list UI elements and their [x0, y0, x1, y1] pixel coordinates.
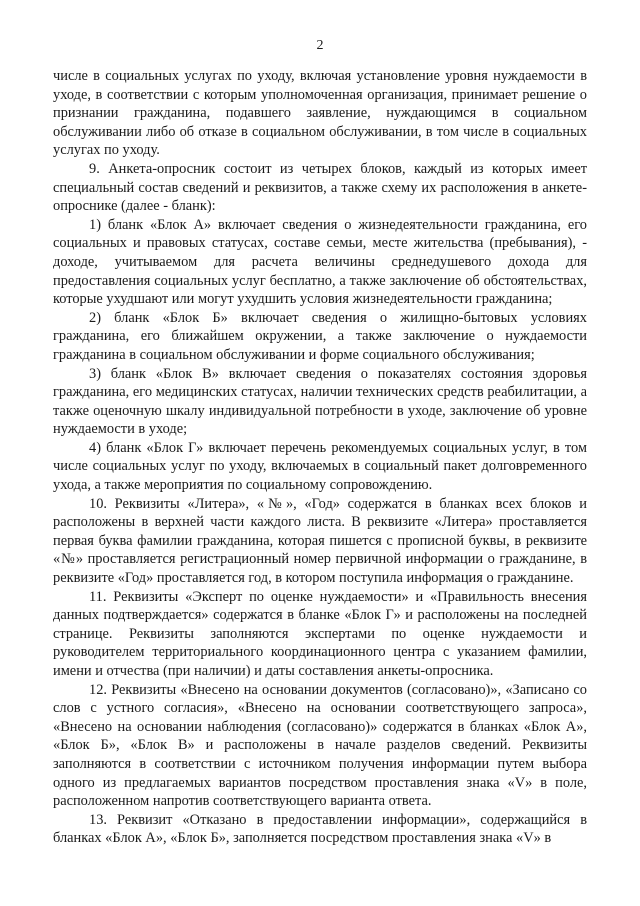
paragraph-item-9-3: 3) бланк «Блок В» включает сведения о показателях состояния здоровья гражданина, его медицинских статусах, наличии технических средств реабилитации, а также оценочную шкалу индивидуальной потребности в уходе, заключение об уровне нуждаемости в уходе; — [53, 365, 587, 438]
paragraph-item-12: 12. Реквизиты «Внесено на основании документов (согласовано)», «Записано со слов с устного согласия», «Внесено на основании соответствующего запроса», «Внесено на основании наблюдения (согласовано)» содержатся в бланках «Блок А», «Блок Б», «Блок В» и расположены в начале разделов сведений. Реквизиты заполняются в соответствии с источником получения информации путем выбора одного из предлагаемых вариантов посредством проставления знака «V» в поле, расположенном напротив соответствующего варианта ответа. — [53, 681, 587, 810]
paragraph-item-11: 11. Реквизиты «Эксперт по оценке нуждаемости» и «Правильность внесения данных подтверждается» содержатся в бланке «Блок Г» и расположены на последней странице. Реквизиты заполняются экспертами по оценке нуждаемости и руководителем территориального координационного центра с указанием фамилии, имени и отчества (при наличии) и даты составления анкеты-опросника. — [53, 588, 587, 679]
paragraph-item-9-2: 2) бланк «Блок Б» включает сведения о жилищно-бытовых условиях гражданина, его ближайшем окружении, а также заключение о нуждаемости гражданина в социальном обслуживании и форме социального обслуживания; — [53, 309, 587, 363]
paragraph-item-9-1: 1) бланк «Блок А» включает сведения о жизнедеятельности гражданина, его социальных и правовых статусах, составе семьи, месте жительства (пребывания), - доходе, учитываемом для расчета величины среднедушевого дохода для предоставления социальных услуг бесплатно, а также заключение об обстоятельствах, которые ухудшают или могут ухудшить условия жизнедеятельности гражданина; — [53, 216, 587, 308]
document-body — [53, 67, 587, 848]
paragraph-item-10: 10. Реквизиты «Литера», «№», «Год» содержатся в бланках всех блоков и расположены в верхней части каждого листа. В реквизите «Литера» проставляется первая буква фамилии гражданина, которая пишется с прописной буквы, в реквизите «№» проставляется регистрационный номер первичной информации о гражданине, в реквизите «Год» проставляется год, в котором поступила информация о гражданине. — [53, 495, 587, 587]
paragraph-continuation: числе в социальных услугах по уходу, включая установление уровня нуждаемости в уходе, в соответствии с которым уполномоченная организация, принимает решение о признании гражданина, подавшего заявление, нуждающимся в социальном обслуживании либо об отказе в социальном обслуживании, в том числе в социальных услугах по уходу. — [53, 68, 587, 159]
paragraph-item-9: 9. Анкета-опросник состоит из четырех блоков, каждый из которых имеет специальный состав сведений и реквизитов, а также схему их расположения в анкете-опроснике (далее - бланк): — [53, 160, 587, 215]
paragraph-item-13: 13. Реквизит «Отказано в предоставлении информации», содержащийся в бланках «Блок А», «Блок Б», заполняется посредством проставления знака «V» в — [53, 811, 587, 847]
paragraph-item-9-4: 4) бланк «Блок Г» включает перечень рекомендуемых социальных услуг, в том числе социальных услуг по уходу, включаемых в социальный пакет долговременного ухода, а также мероприятия по социальному сопровождению. — [53, 439, 587, 494]
page-number: 2 — [316, 38, 324, 53]
